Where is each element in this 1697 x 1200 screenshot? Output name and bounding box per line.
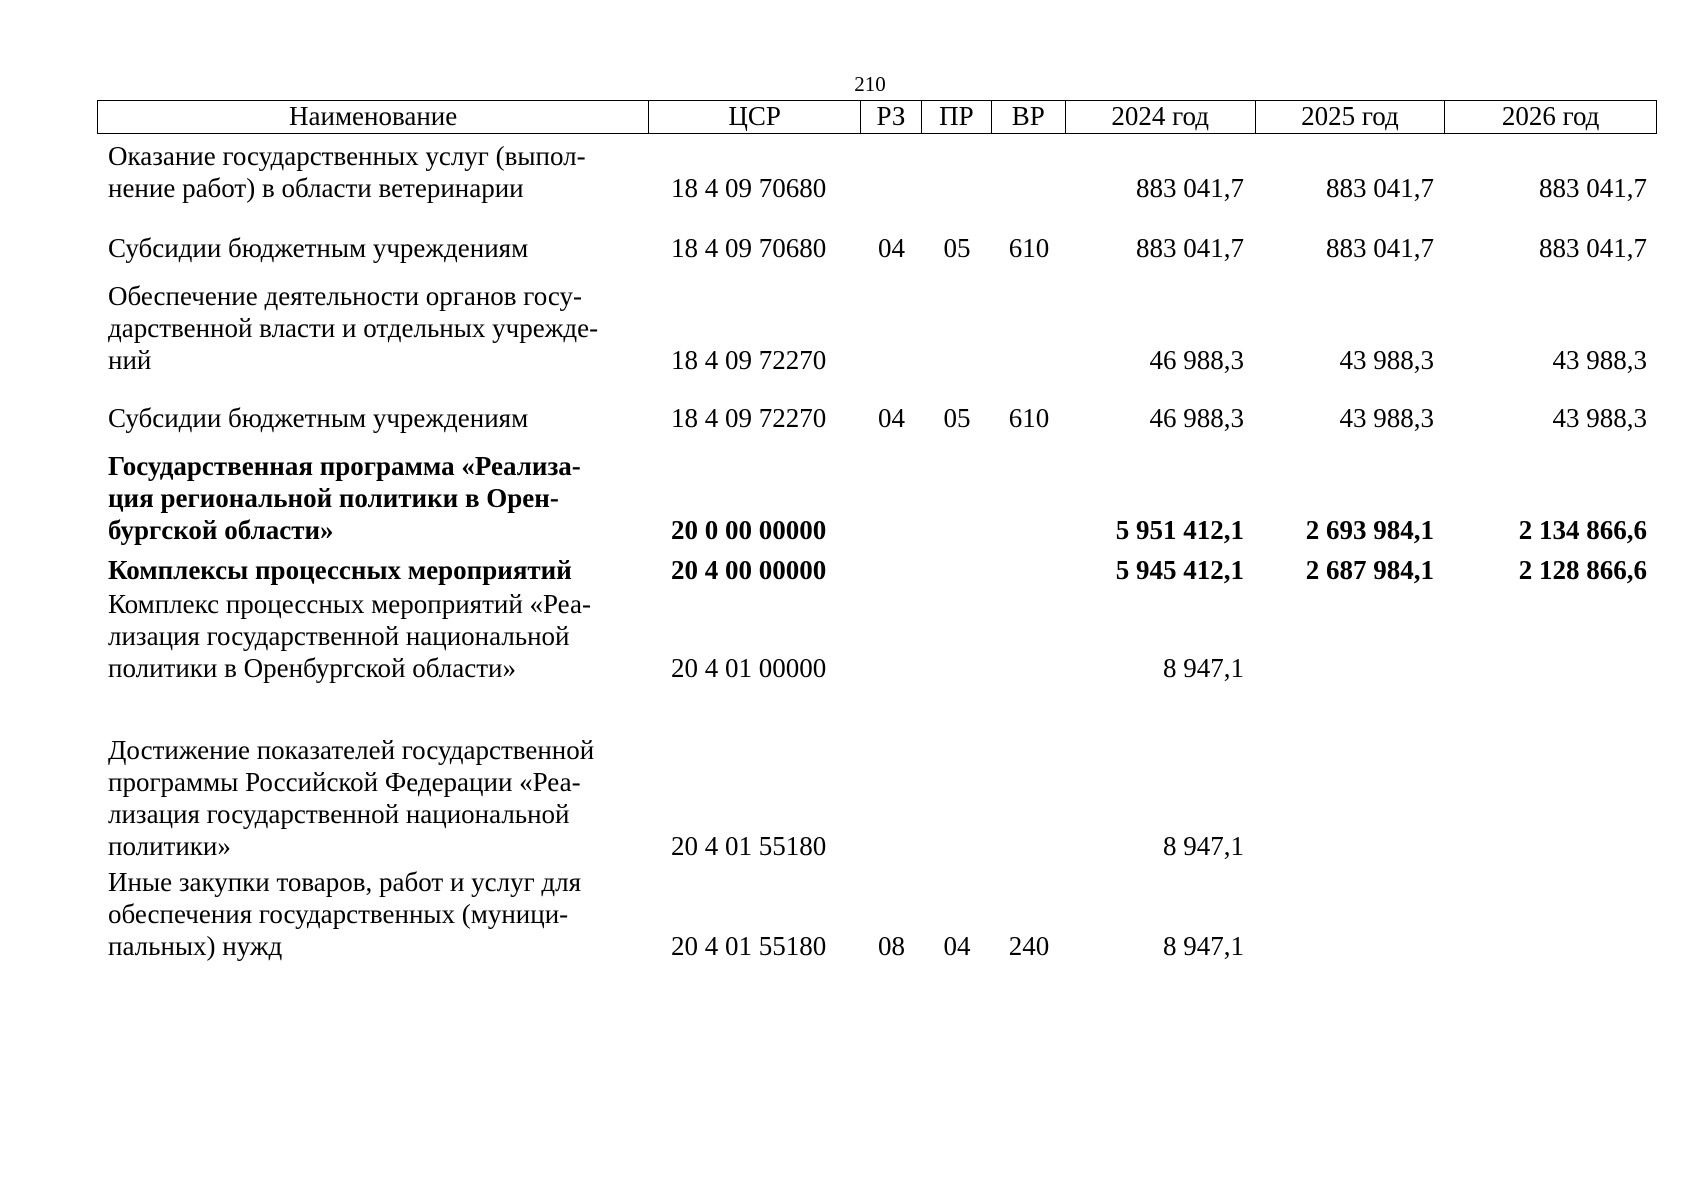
row-y2025: 883 041,7 (1326, 173, 1434, 203)
row-y2026: 883 041,7 (1539, 173, 1647, 203)
row-name (97, 866, 649, 962)
header-2024: 2024 год (1066, 101, 1256, 133)
row-csr: 20 4 01 55180 (671, 831, 827, 861)
row-y2025: 2 687 984,1 (1305, 555, 1434, 585)
row-name-line: ция региональной политики в Орен- (108, 483, 559, 513)
header-2025: 2025 год (1256, 101, 1446, 133)
row-csr: 20 4 00 00000 (671, 555, 827, 585)
row-name-line: Государственная программа «Реализа- (108, 451, 581, 481)
row-y2024: 8 947,1 (1163, 931, 1244, 961)
row-csr: 18 4 09 72270 (671, 345, 827, 375)
header-2026: 2026 год (1501, 101, 1600, 131)
row-name (97, 402, 649, 434)
table-row (97, 280, 1657, 376)
row-rz: 04 (878, 403, 905, 433)
row-y2024: 5 951 412,1 (1115, 515, 1244, 545)
row-name (97, 280, 649, 376)
row-name-line: пальных) нужд (108, 931, 283, 961)
table-row (97, 450, 1657, 546)
row-csr: 18 4 09 70680 (671, 233, 827, 263)
row-name (97, 734, 649, 862)
row-pr: 04 (943, 931, 971, 961)
row-pr: 05 (943, 233, 971, 263)
row-pr: 05 (943, 403, 971, 433)
row-name-line: Субсидии бюджетным учреждениям (108, 233, 529, 263)
row-name-line: политики в Оренбургской области» (108, 653, 516, 683)
row-y2025: 43 988,3 (1339, 345, 1434, 375)
row-vr: 240 (1008, 931, 1050, 961)
row-y2026: 43 988,3 (1552, 403, 1647, 433)
header-vr: ВР (992, 101, 1066, 133)
row-name (97, 554, 649, 586)
row-vr: 610 (1008, 403, 1050, 433)
row-name (97, 232, 649, 264)
row-name (97, 140, 649, 204)
row-name-line: ний (108, 345, 152, 375)
row-name-line: обеспечения государственных (муници- (108, 899, 569, 929)
page-number: 210 (854, 72, 886, 96)
row-name-line: дарственной власти и отдельных учрежде- (108, 313, 599, 343)
row-name-line: лизация государственной национальной (108, 621, 570, 651)
row-name-line: бургской области» (108, 515, 334, 545)
table-row (97, 866, 1657, 962)
row-csr: 20 4 01 55180 (671, 931, 827, 961)
row-y2024: 883 041,7 (1136, 173, 1244, 203)
row-y2024: 46 988,3 (1149, 403, 1244, 433)
table-row (97, 232, 1657, 264)
row-rz: 04 (878, 233, 905, 263)
row-y2024: 8 947,1 (1163, 653, 1244, 683)
row-y2026: 2 128 866,6 (1518, 555, 1647, 585)
row-csr: 20 4 01 00000 (671, 653, 827, 683)
row-y2024: 46 988,3 (1149, 345, 1244, 375)
row-name-line: программы Российской Федерации «Реа- (108, 767, 581, 797)
row-y2025: 2 693 984,1 (1305, 515, 1434, 545)
header-pr: ПР (922, 101, 992, 133)
table-row (97, 734, 1657, 862)
row-name-line: Достижение показателей государственной (108, 735, 595, 765)
row-y2024: 8 947,1 (1163, 831, 1244, 861)
table-row (97, 140, 1657, 204)
header-name: Наименование (98, 101, 649, 133)
row-name-line: нение работ) в области ветеринарии (108, 173, 524, 203)
row-y2024: 883 041,7 (1136, 233, 1244, 263)
row-name-line: Обеспечение деятельности органов госу- (108, 281, 582, 311)
row-csr: 18 4 09 72270 (671, 403, 827, 433)
row-y2025: 883 041,7 (1326, 233, 1434, 263)
row-name-line: Субсидии бюджетным учреждениям (108, 403, 529, 433)
row-y2024: 5 945 412,1 (1115, 555, 1244, 585)
row-name (97, 450, 649, 546)
row-y2026: 883 041,7 (1539, 233, 1647, 263)
table-header (97, 100, 1657, 134)
row-y2026: 43 988,3 (1552, 345, 1647, 375)
row-name-line: Комплексы процессных мероприятий (108, 555, 572, 585)
row-name-line: политики» (108, 831, 231, 861)
row-y2026: 2 134 866,6 (1518, 515, 1647, 545)
row-csr: 20 0 00 00000 (671, 515, 827, 545)
row-name (97, 588, 649, 684)
header-rz: РЗ (861, 101, 922, 133)
row-rz: 08 (878, 931, 905, 961)
table-row (97, 554, 1657, 586)
row-name-line: Комплекс процессных мероприятий «Реа- (108, 589, 591, 619)
table-row (97, 402, 1657, 434)
row-csr: 18 4 09 70680 (671, 173, 827, 203)
row-name-line: Оказание государственных услуг (выпол- (108, 141, 586, 171)
table-row (97, 588, 1657, 684)
row-y2025: 43 988,3 (1339, 403, 1434, 433)
header-csr: ЦСР (649, 101, 861, 133)
row-vr: 610 (1008, 233, 1050, 263)
row-name-line: Иные закупки товаров, работ и услуг для (108, 867, 582, 897)
row-name-line: лизация государственной национальной (108, 799, 570, 829)
